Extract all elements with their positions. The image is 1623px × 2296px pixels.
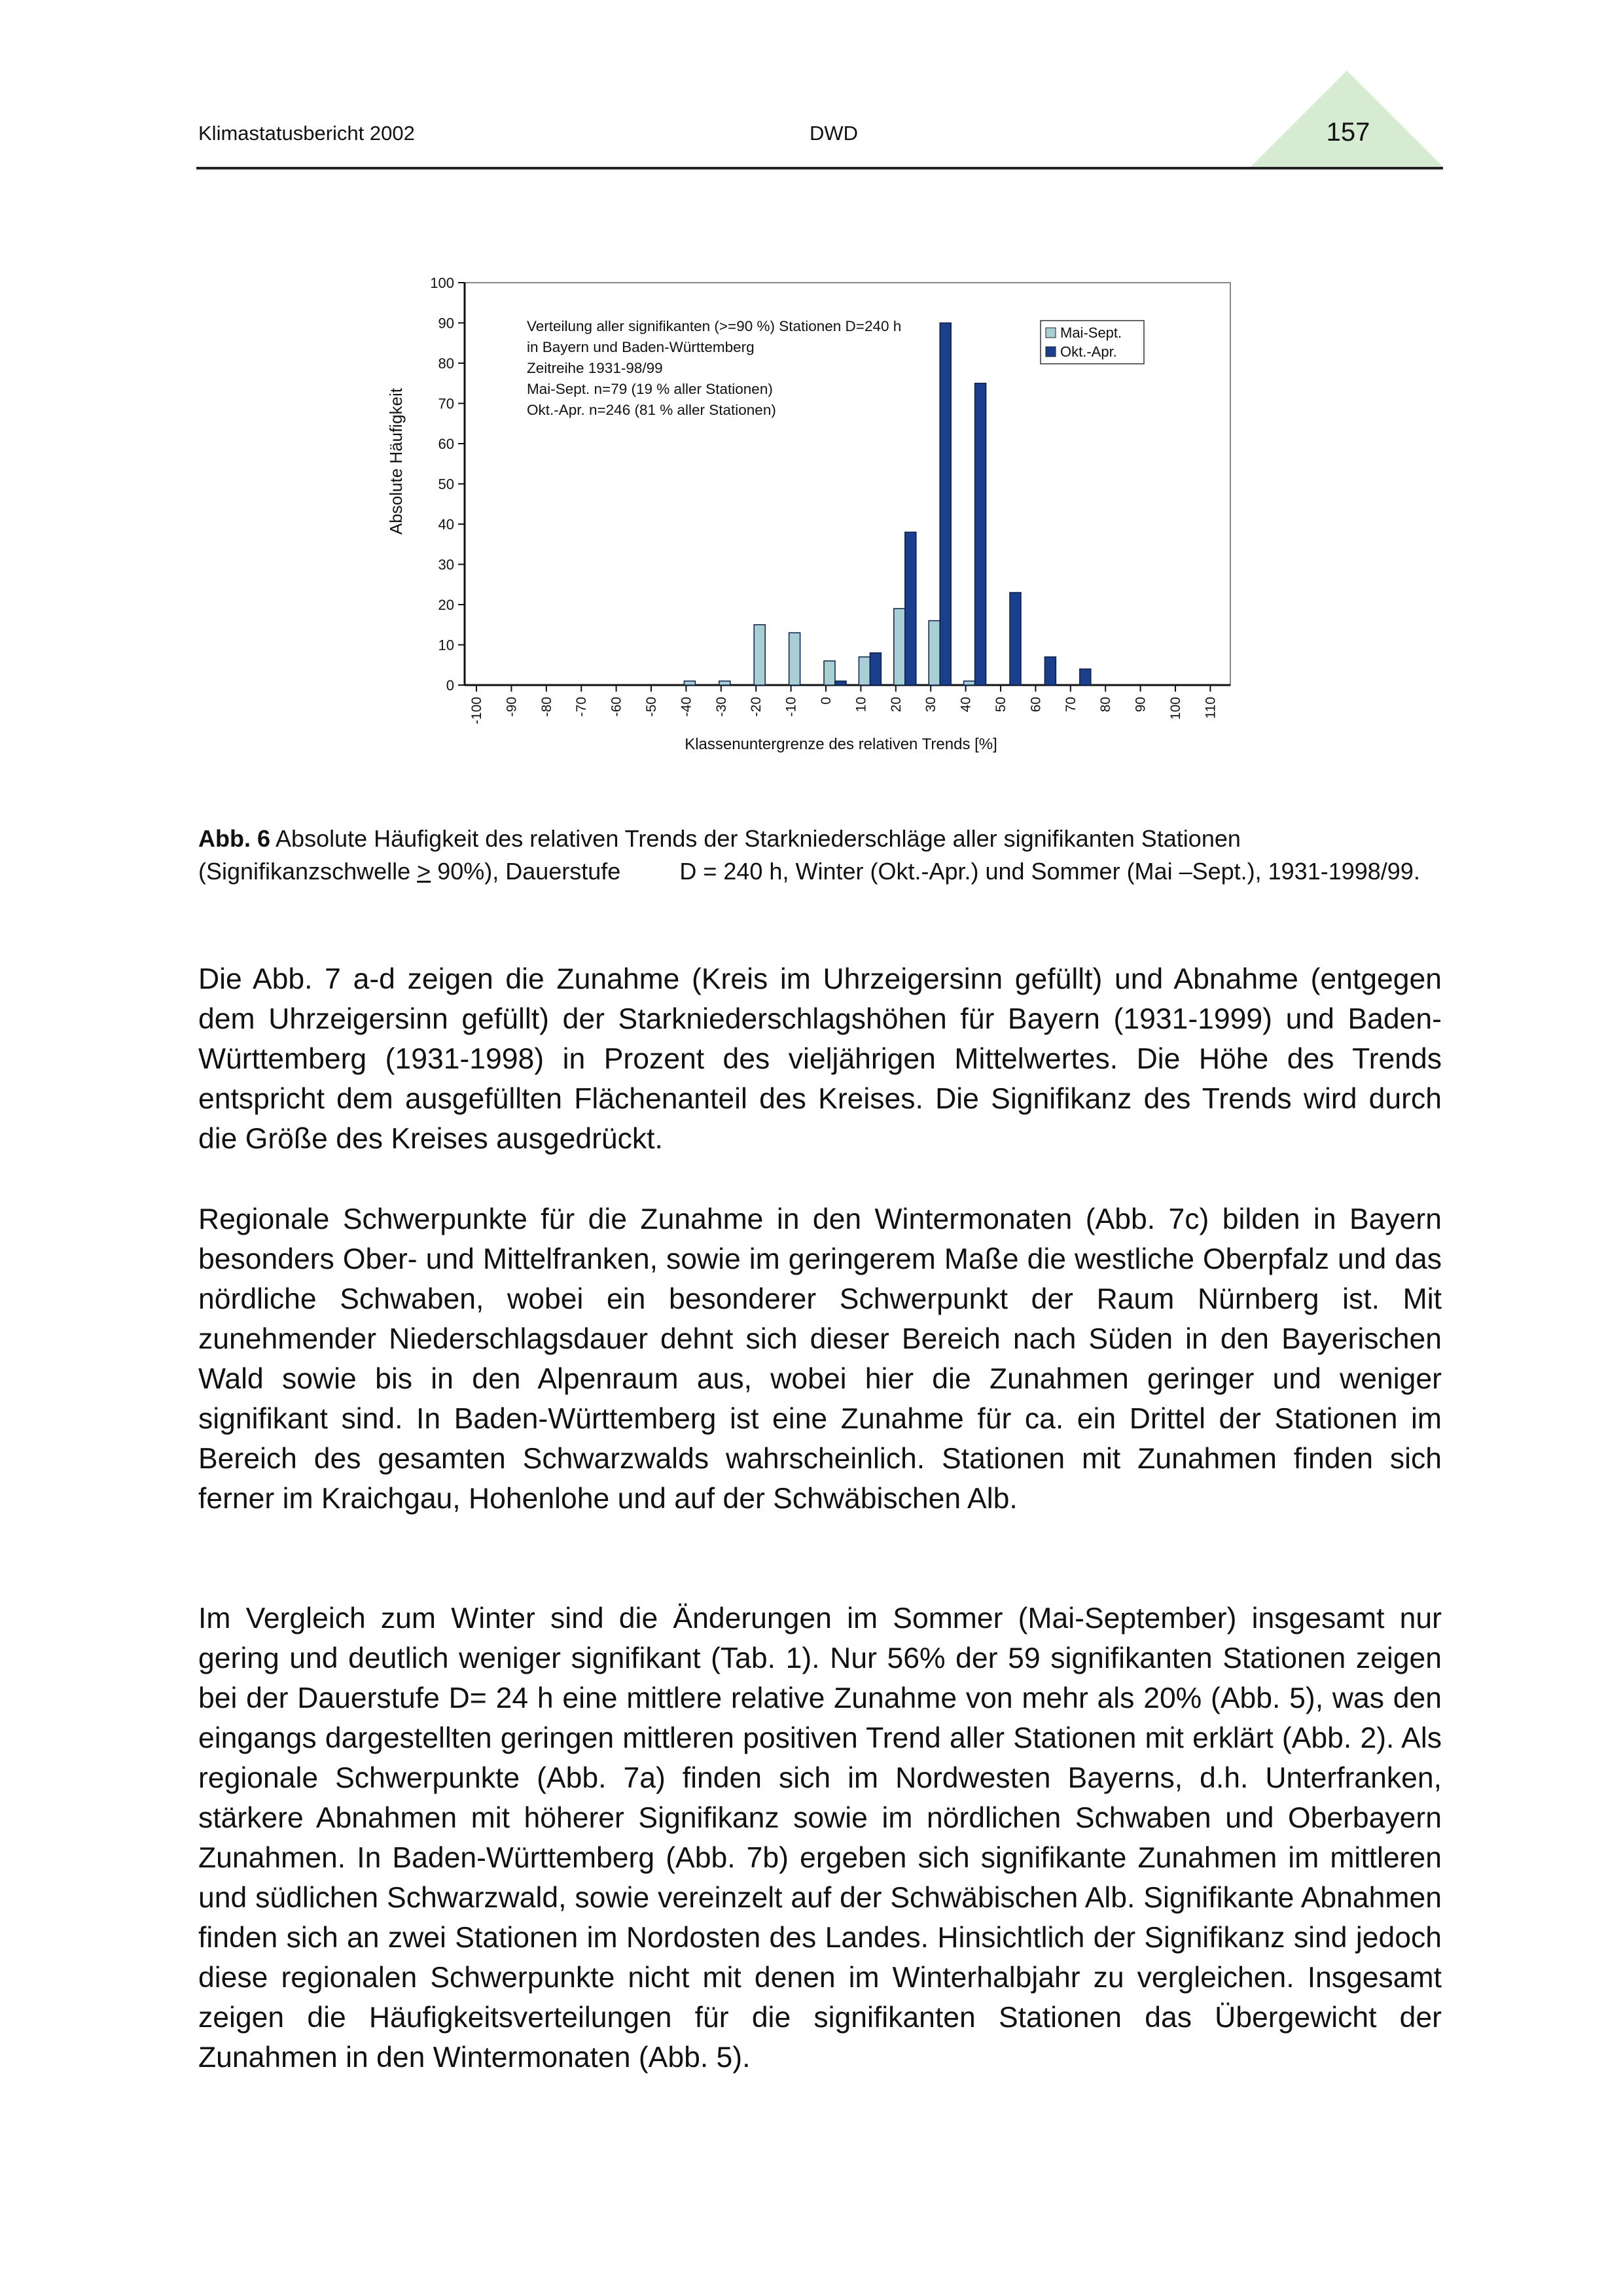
x-axis-label: Klassenuntergrenze des relativen Trends [%] <box>685 735 997 753</box>
y-axis-label: Absolute Häufigkeit <box>386 387 406 535</box>
chart-legend <box>1041 321 1144 364</box>
y-tick-label: 30 <box>438 556 454 573</box>
trend-histogram-chart <box>386 268 1237 772</box>
caption-label: Abb. 6 <box>198 825 271 852</box>
body-paragraph-3: Im Vergleich zum Winter sind die Änderungen im Sommer (Mai-September) insgesamt nur gering und deutlich weniger signifikant (Tab. 1). Nur 56% der 59 signifikanten Stationen zeigen bei der Dauerstufe D= 24 h eine mittlere relative Zunahme von mehr als 20% (Abb. 5), was den eingangs dargestellten geringen mittleren positiven Trend aller Stationen mit erklärt (Abb. 2). Als regionale Schwerpunkte (Abb. 7a) finden sich im Nordwesten Bayerns, d.h. Unterfranken, stärkere Abnahmen mit höherer Signifikanz sowie im nördlichen Schwaben und Oberbayern Zunahmen. In Baden-Württemberg (Abb. 7b) ergeben sich signifikante Zunahmen im mittleren und südlichen Schwarzwald, sowie vereinzelt auf der Schwäbischen Alb. Signifikante Abnahmen finden sich an zwei Stationen im Nordosten des Landes. Hinsichtlich der Signifikanz sind jedoch diese regionalen Schwerpunkte nicht mit denen im Winterhalbjahr zu vergleichen. Insgesamt zeigen die Häufigkeitsverteilungen für die signifikanten Stationen das Übergewicht der Zunahmen in den Wintermonaten (Abb. 5). <box>198 1602 1442 2074</box>
x-tick-label: 110 <box>1203 697 1219 719</box>
bar-mai-sept <box>894 609 905 685</box>
caption-text-a: Absolute Häufigkeit des relativen Trends der Starkniederschläge aller signifikanten Stationen (Signifikanzschwelle <box>198 825 1241 885</box>
y-tick-label: 70 <box>438 395 454 412</box>
caption-text-b: 90%), Dauerstufe <box>431 858 621 885</box>
bar-okt-apr <box>1080 669 1091 685</box>
header-rule <box>196 167 1443 169</box>
y-tick-label: 50 <box>438 476 454 493</box>
x-tick-label: -50 <box>644 697 659 717</box>
bar-okt-apr <box>905 532 916 685</box>
header-report-title: Klimastatusbericht 2002 <box>198 122 415 145</box>
bar-okt-apr <box>940 323 951 686</box>
y-tick-label: 10 <box>438 637 454 654</box>
x-tick-label: 50 <box>993 697 1008 713</box>
x-tick-label: -40 <box>679 697 694 717</box>
x-tick-label: 80 <box>1098 697 1114 713</box>
x-tick-label: 30 <box>923 697 939 713</box>
y-tick-label: 100 <box>430 275 454 291</box>
y-tick-label: 0 <box>446 677 454 694</box>
bar-mai-sept <box>754 625 765 685</box>
annotation-line: Zeitreihe 1931-98/99 <box>527 360 663 376</box>
y-tick-label: 40 <box>438 516 454 533</box>
body-paragraph-2: Regionale Schwerpunkte für die Zunahme in den Wintermonaten (Abb. 7c) bilden in Bayern besonders Ober- und Mittelfranken, sowie im geringerem Maße die westliche Oberpfalz und das nördliche Schwaben, wobei ein besonderer Schwerpunkt der Raum Nürnberg ist. Mit zunehmender Niederschlagsdauer dehnt sich dieser Bereich nach Süden in den Bayerischen Wald sowie bis in den Alpenraum aus, wobei hier die Zunahmen geringer und weniger signifikant sind. In Baden-Württemberg ist eine Zunahme für ca. ein Drittel der Stationen im Bereich des gesamten Schwarzwalds wahrscheinlich. Stationen mit Zunahmen finden sich ferner im Kraichgau, Hohenlohe und auf der Schwäbischen Alb. <box>198 1203 1442 1515</box>
y-tick-label: 90 <box>438 315 454 332</box>
legend-swatch <box>1046 328 1056 338</box>
x-tick-label: 60 <box>1028 697 1044 713</box>
x-tick-label: -90 <box>504 697 520 717</box>
chart-bars <box>684 323 1090 686</box>
x-tick-label: -10 <box>783 697 799 717</box>
annotation-line: in Bayern und Baden-Württemberg <box>527 339 755 355</box>
x-tick-label: 10 <box>853 697 869 713</box>
body-paragraph-1: Die Abb. 7 a-d zeigen die Zunahme (Kreis im Uhrzeigersinn gefüllt) und Abnahme (entgegen dem Uhrzeigersinn gefüllt) der Starkniederschlagshöhen für Bayern (1931-1999) und Baden-Württemberg (1931-1998) in Prozent des vieljährigen Mittelwertes. Die Höhe des Trends entspricht dem ausgefüllten Flächenanteil des Kreises. Die Signifikanz des Trends wird durch die Größe des Kreises ausgedrückt. <box>198 963 1442 1155</box>
x-tick-label: 0 <box>819 697 834 705</box>
y-tick-label: 60 <box>438 436 454 452</box>
caption-text-c: D = 240 h, Winter (Okt.-Apr.) und Sommer (Mai –Sept.), 1931-1998/99. <box>679 858 1420 885</box>
chart-annotation <box>527 318 901 418</box>
x-tick-label: 20 <box>888 697 904 713</box>
bar-mai-sept <box>929 621 940 685</box>
x-tick-label: -80 <box>539 697 554 717</box>
header-org: DWD <box>810 122 859 145</box>
bar-mai-sept <box>859 657 870 685</box>
x-tick-label: 100 <box>1168 697 1183 720</box>
y-tick-label: 20 <box>438 597 454 613</box>
bar-okt-apr <box>1044 657 1056 685</box>
x-tick-label: -60 <box>609 697 624 717</box>
bar-okt-apr <box>1010 593 1021 685</box>
legend-swatch <box>1046 347 1056 357</box>
x-tick-label: -30 <box>713 697 729 717</box>
annotation-line: Okt.-Apr. n=246 (81 % aller Stationen) <box>527 402 776 418</box>
caption-geq-sign: > <box>417 858 431 885</box>
bar-mai-sept <box>824 661 835 685</box>
bar-okt-apr <box>975 383 986 685</box>
x-tick-label: -100 <box>469 697 484 725</box>
bar-mai-sept <box>964 681 975 685</box>
y-tick-label: 80 <box>438 355 454 372</box>
legend-label: Mai-Sept. <box>1060 325 1122 341</box>
x-tick-label: -70 <box>574 697 590 717</box>
x-tick-label: 70 <box>1063 697 1079 713</box>
figure-caption <box>198 822 1442 888</box>
x-tick-label: 40 <box>958 697 974 713</box>
bar-mai-sept <box>789 633 800 685</box>
annotation-line: Mai-Sept. n=79 (19 % aller Stationen) <box>527 381 773 397</box>
bar-mai-sept <box>684 681 695 685</box>
bar-okt-apr <box>835 681 846 685</box>
x-tick-label: 90 <box>1133 697 1149 713</box>
annotation-line: Verteilung aller signifikanten (>=90 %) Stationen D=240 h <box>527 318 902 334</box>
legend-label: Okt.-Apr. <box>1060 344 1117 360</box>
bar-mai-sept <box>719 681 730 685</box>
bar-okt-apr <box>870 653 881 685</box>
x-tick-label: -20 <box>749 697 764 717</box>
page-number: 157 <box>1326 118 1370 147</box>
